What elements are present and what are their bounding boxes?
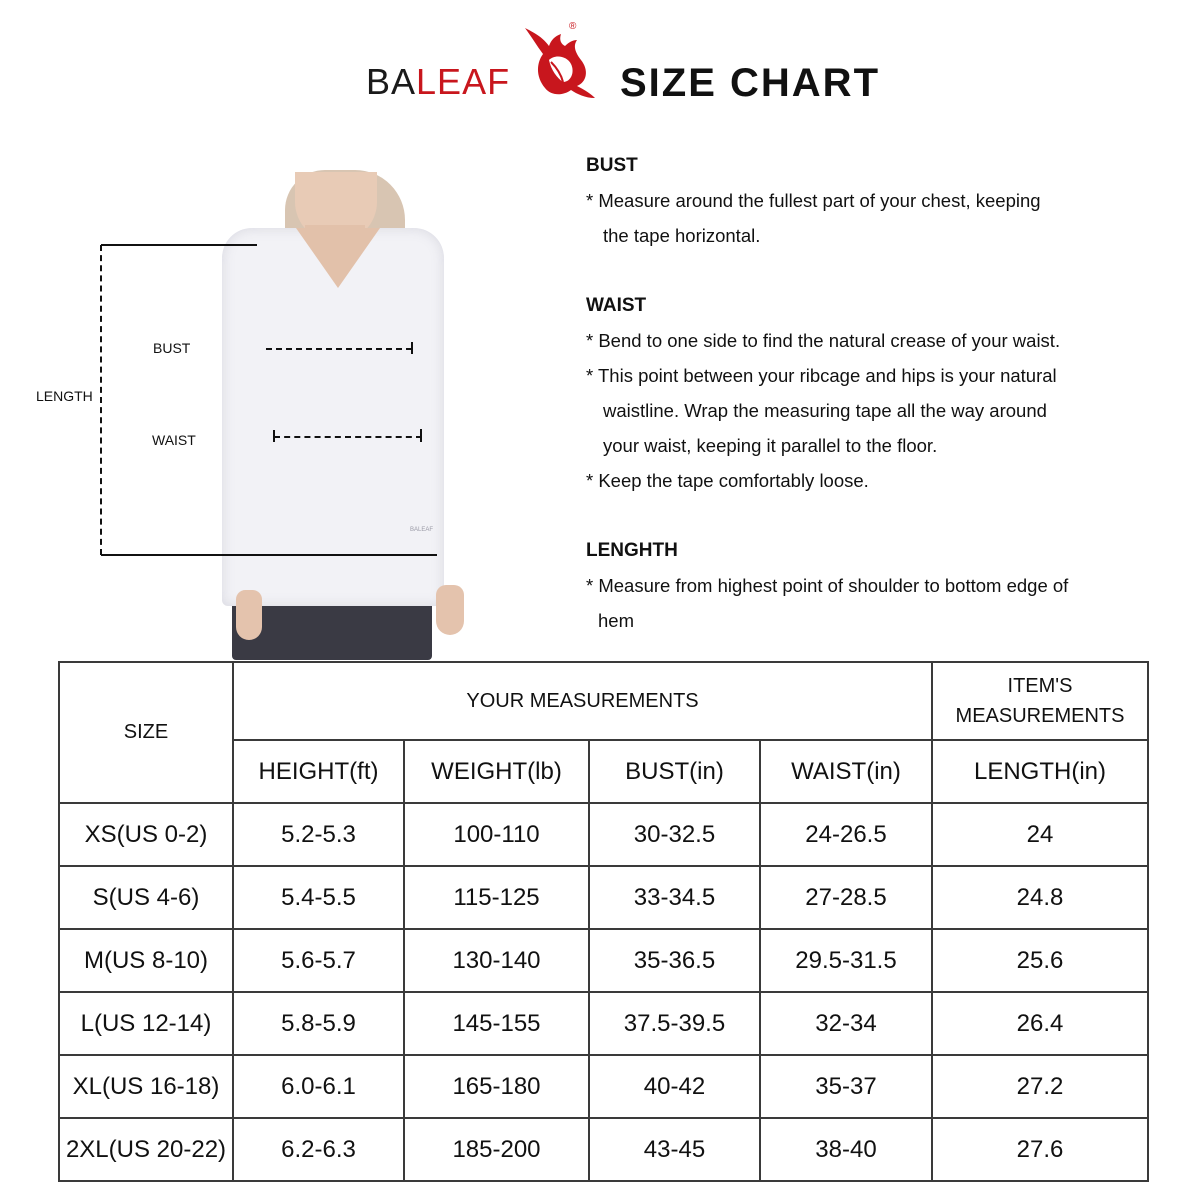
weight-cell: 165-180: [404, 1055, 589, 1118]
height-cell: 5.2-5.3: [233, 803, 404, 866]
size-cell: XS(US 0-2): [59, 803, 233, 866]
waist-label: WAIST: [152, 432, 196, 448]
bust-label: BUST: [153, 340, 191, 356]
shirt-logo: BALEAF: [410, 527, 434, 533]
brand-prefix: BA: [366, 61, 417, 102]
table-row: [59, 929, 1148, 992]
waist-column-header: WAIST(in): [760, 740, 932, 803]
length-column-header: LENGTH(in): [932, 740, 1148, 803]
length-cell: 27.6: [932, 1118, 1148, 1181]
table-row: [59, 1118, 1148, 1181]
bust-instruction: * Measure around the fullest part of your chest, keeping: [586, 190, 1041, 211]
size-cell: 2XL(US 20-22): [59, 1118, 233, 1181]
waist-instruction: * This point between your ribcage and hips is your natural: [586, 365, 1057, 386]
size-cell: L(US 12-14): [59, 992, 233, 1055]
height-cell: 6.0-6.1: [233, 1055, 404, 1118]
weight-cell: 145-155: [404, 992, 589, 1055]
bust-cell: 43-45: [589, 1118, 760, 1181]
height-cell: 5.8-5.9: [233, 992, 404, 1055]
bust-cell: 40-42: [589, 1055, 760, 1118]
waist-cell: 24-26.5: [760, 803, 932, 866]
size-cell: M(US 8-10): [59, 929, 233, 992]
size-column-header: SIZE: [59, 662, 233, 803]
table-row: [59, 866, 1148, 929]
waist-cell: 35-37: [760, 1055, 932, 1118]
length-cell: 24: [932, 803, 1148, 866]
weight-cell: 100-110: [404, 803, 589, 866]
model-right-hand: [436, 585, 464, 635]
bust-section-title: BUST: [586, 155, 638, 176]
length-dashed-line: [100, 245, 102, 555]
height-cell: 5.4-5.5: [233, 866, 404, 929]
waist-section-title: WAIST: [586, 295, 647, 316]
waist-dashed-line: [274, 436, 422, 438]
bust-cell: 35-36.5: [589, 929, 760, 992]
waist-cell: 27-28.5: [760, 866, 932, 929]
weight-cell: 185-200: [404, 1118, 589, 1181]
table-row: [59, 1055, 1148, 1118]
waist-instruction: your waist, keeping it parallel to the floor.: [603, 435, 938, 456]
waist-cell: 38-40: [760, 1118, 932, 1181]
measuring-guide: [586, 148, 1166, 638]
registered-mark: ®: [569, 21, 577, 32]
brand-suffix: LEAF: [416, 61, 511, 102]
size-cell: XL(US 16-18): [59, 1055, 233, 1118]
length-label: LENGTH: [36, 388, 93, 404]
length-cell: 27.2: [932, 1055, 1148, 1118]
bust-column-header: BUST(in): [589, 740, 760, 803]
length-cell: 25.6: [932, 929, 1148, 992]
height-cell: 6.2-6.3: [233, 1118, 404, 1181]
length-bottom-line: [101, 554, 437, 556]
table-row: [59, 992, 1148, 1055]
length-section-title: LENGHTH: [586, 540, 678, 561]
length-instruction: hem: [598, 610, 634, 631]
page-title: SIZE CHART: [620, 61, 880, 105]
length-cell: 24.8: [932, 866, 1148, 929]
waist-cell: 32-34: [760, 992, 932, 1055]
waist-instruction: waistline. Wrap the measuring tape all the way around: [603, 400, 1047, 421]
waist-cell: 29.5-31.5: [760, 929, 932, 992]
height-cell: 5.6-5.7: [233, 929, 404, 992]
bust-instruction: the tape horizontal.: [603, 225, 761, 246]
shirt-vneck: [296, 228, 380, 288]
your-measurements-header: YOUR MEASUREMENTS: [233, 662, 932, 740]
table-row: [59, 803, 1148, 866]
size-table: [58, 661, 1149, 1182]
model-left-hand: [236, 590, 262, 640]
length-cell: 26.4: [932, 992, 1148, 1055]
weight-cell: 130-140: [404, 929, 589, 992]
brand-wordmark: [366, 62, 510, 102]
leaf-flame-logo-icon: [515, 24, 599, 100]
bust-line-cap: [411, 342, 413, 354]
items-header-line2: MEASUREMENTS: [955, 705, 1125, 727]
bust-cell: 33-34.5: [589, 866, 760, 929]
length-top-line: [101, 244, 257, 246]
waist-instruction: * Keep the tape comfortably loose.: [586, 470, 869, 491]
items-header-line1: ITEM'S: [1007, 675, 1073, 697]
page-header: [0, 0, 1200, 120]
weight-cell: 115-125: [404, 866, 589, 929]
waist-instruction: * Bend to one side to find the natural crease of your waist.: [586, 330, 1061, 351]
items-measurements-header: [932, 662, 1148, 740]
bust-dashed-line: [266, 348, 412, 350]
waist-line-cap-right: [420, 429, 422, 442]
weight-column-header: WEIGHT(lb): [404, 740, 589, 803]
size-cell: S(US 4-6): [59, 866, 233, 929]
height-column-header: HEIGHT(ft): [233, 740, 404, 803]
bust-cell: 30-32.5: [589, 803, 760, 866]
bust-cell: 37.5-39.5: [589, 992, 760, 1055]
length-instruction: * Measure from highest point of shoulder to bottom edge of: [586, 575, 1069, 596]
